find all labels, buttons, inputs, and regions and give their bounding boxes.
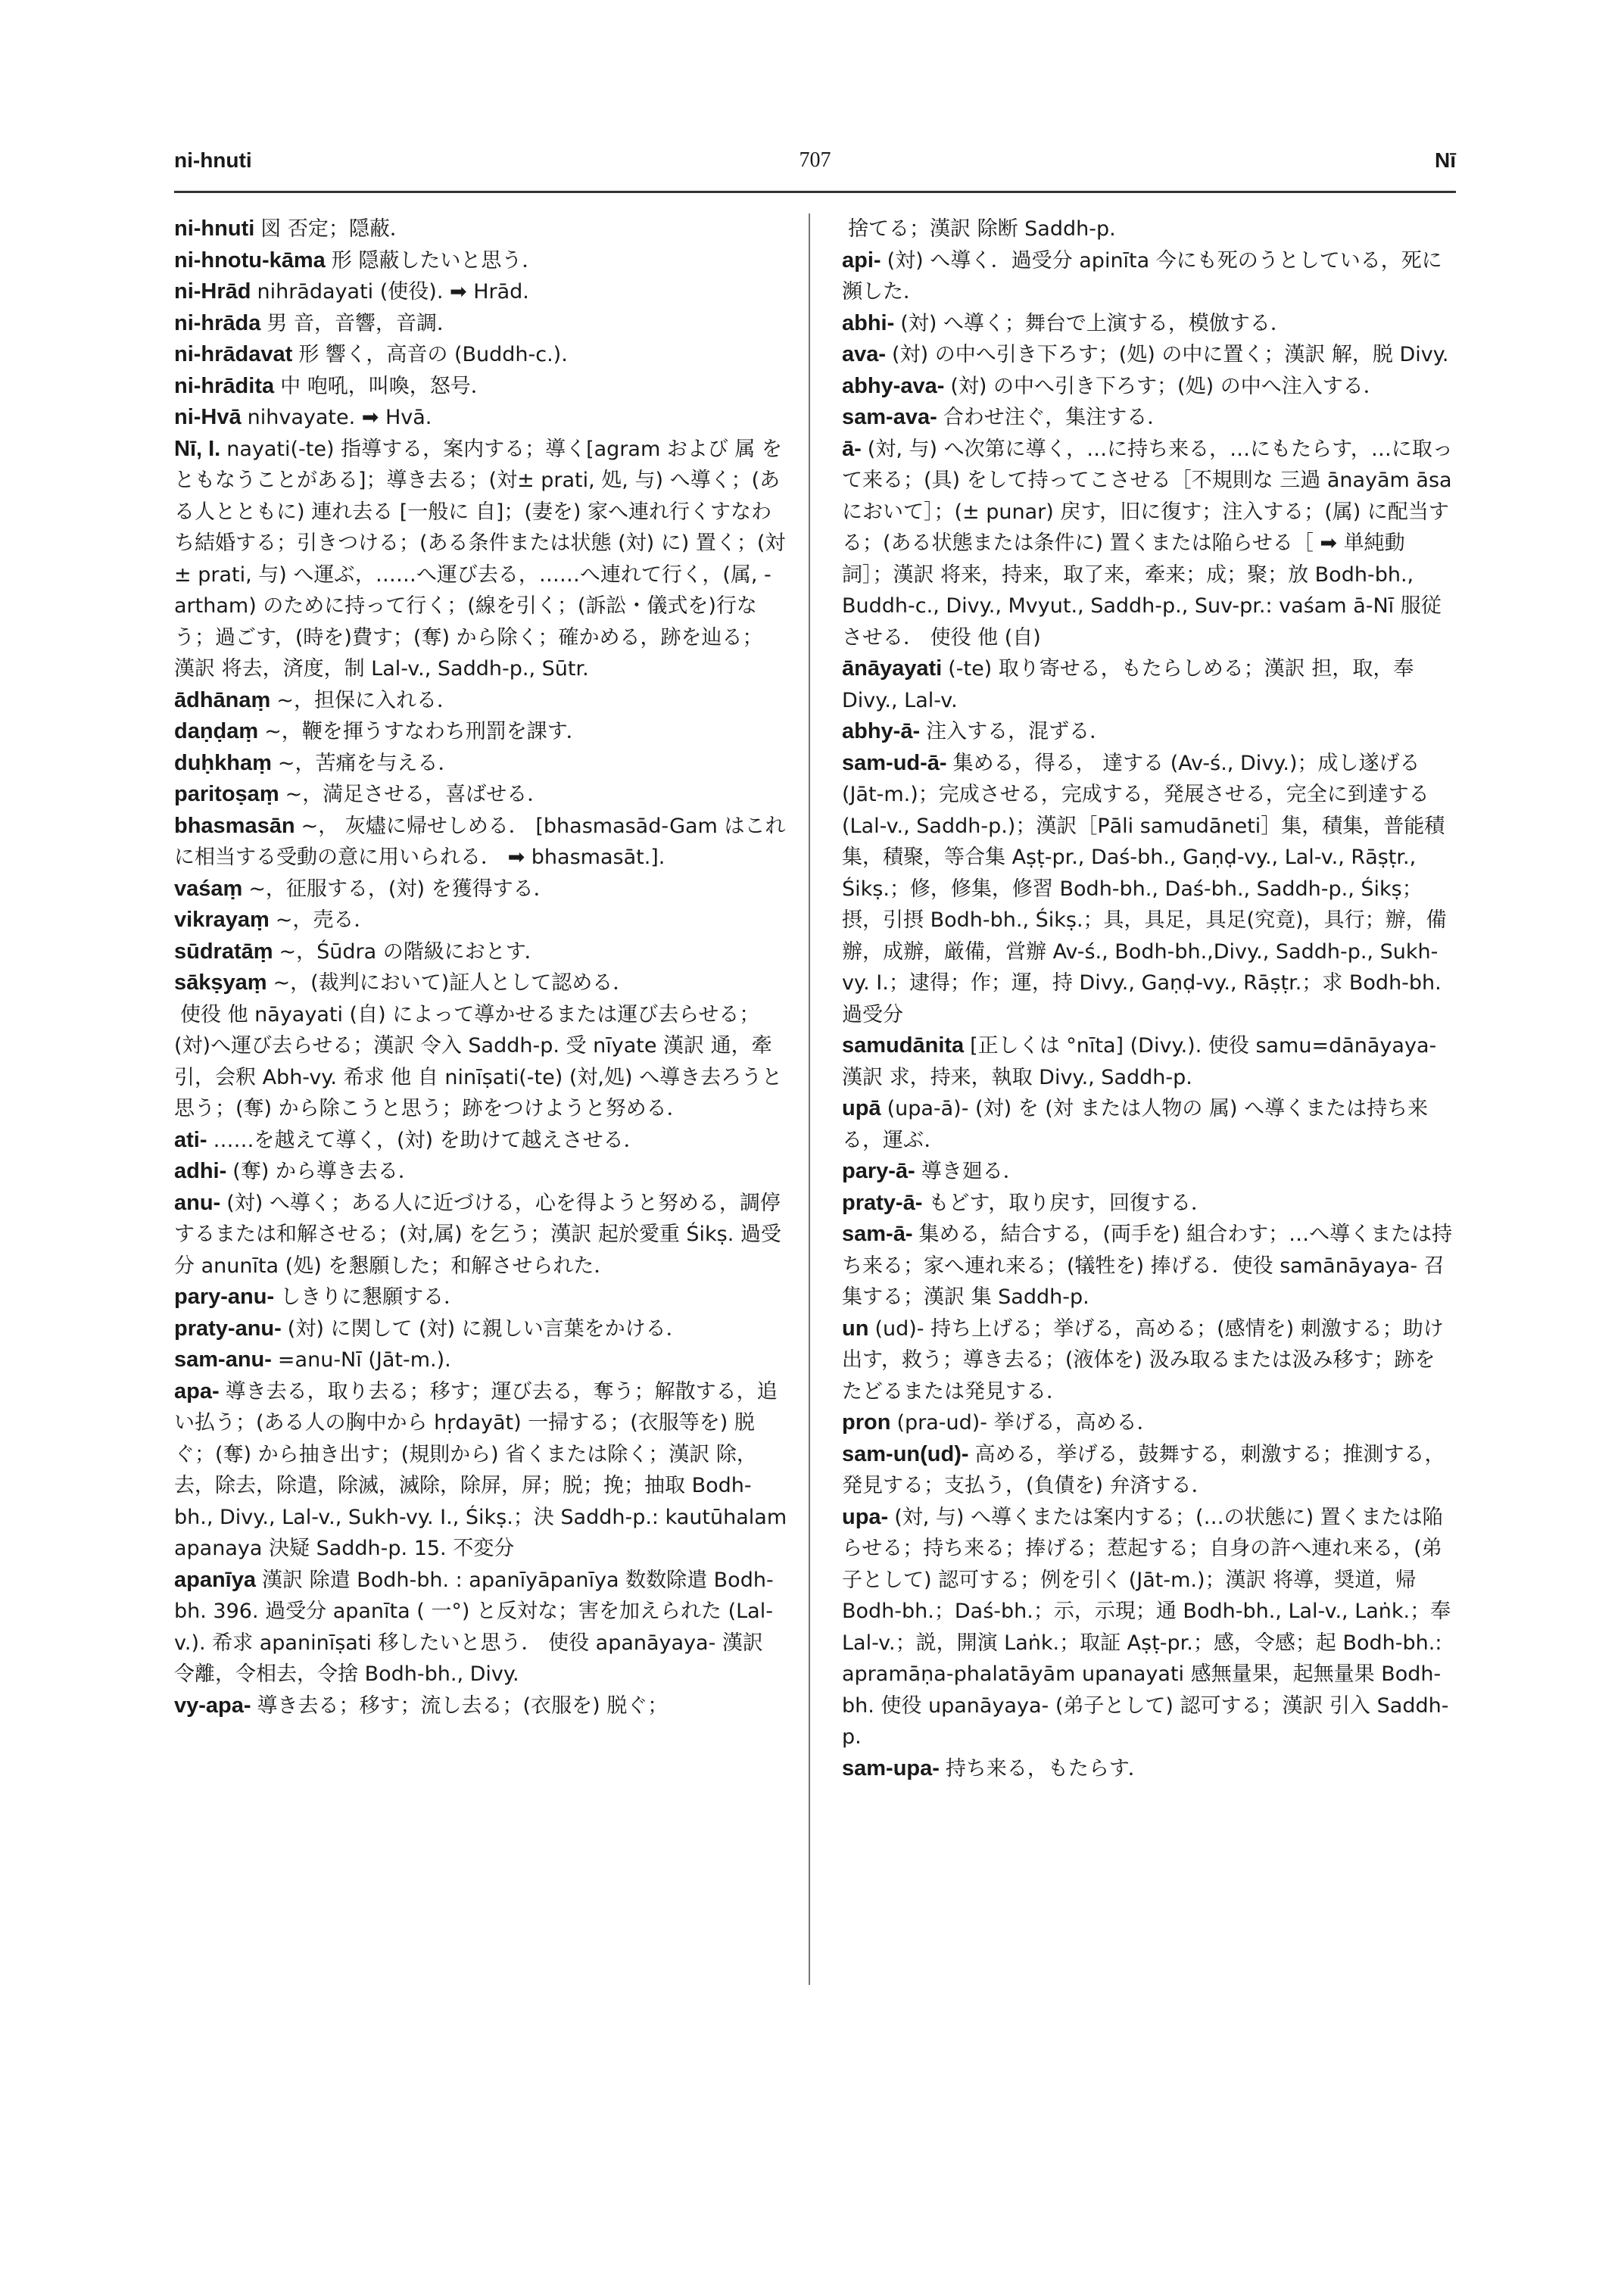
entry-definition: nihvayate. ➡ Hvā. — [247, 406, 432, 429]
dictionary-entry — [174, 1188, 787, 1282]
entry-definition: nayati(-te) 指導する，案内する；導く[agram および 属 をともなうことがある]；導き去る；(対± prati, 処, 与) へ導く；(ある人とともに) 連れ去る [一般に 自]；(妻を) 家へ連れ行くすなわち結婚する；引きつける；(ある条件または状態 (対) に) 置く；(対± prati, 与) へ運ぶ，……へ運び去る，……へ連れて行く，(属, -artham) のために持って行く；(線を引く；(訴訟・儀式を)行なう；過ごす，(時を)費す；(奪) から除く；確かめる，跡を辿る； 漢訳 将去，済度，制 Lal-v., Saddh-p., Sūtr. — [174, 437, 786, 681]
entry-definition: (対) へ導く；ある人に近づける，心を得ようと努める，調停するまたは和解させる；(対,属) を乞う；漢訳 起於愛重 Śikṣ. 過受分 anunīta (処) を懇願した；和解させられた． — [174, 1191, 781, 1278]
entry-headword: ā- — [842, 436, 862, 461]
entry-headword: sam-upa- — [842, 1756, 940, 1781]
dictionary-entry — [842, 308, 1455, 340]
entry-definition: (pra-ud)- 挙げる，高める． — [896, 1411, 1158, 1435]
entry-definition: (奪) から導き去る． — [232, 1160, 419, 1183]
dictionary-entry — [174, 967, 787, 999]
entry-definition: (upa-ā)- (対) を (対 または人物の 属) へ導くまたは持ち来る，運ぶ． — [842, 1097, 1429, 1152]
dictionary-entry — [174, 716, 787, 748]
dictionary-entry — [174, 905, 787, 936]
entry-headword: ni-hrādita — [174, 373, 275, 398]
header-rule — [174, 191, 1456, 193]
entry-definition: 導き去る，取り去る；移す；運び去る，奪う；解散する，追い払う；(ある人の胸中から hṛdayāt) 一掃する；(衣服等を) 脱ぐ；(奪) から抽き出す；(規則から) 省くまたは除く；漢訳 除，去，除去，除遣，除滅，滅除，除屏，屏；脱；挽；抽取 Bodh-bh., Divy., Lal-v., Sukh-vy. I., Śikṣ.；決 Saddh-p.: kautūhalam apanaya 決疑 Saddh-p. 15. 不変分 — [174, 1379, 787, 1560]
entry-headword: samudānita — [842, 1033, 965, 1058]
entry-definition: (対, 与) へ導くまたは案内する；(…の状態に) 置くまたは陥らせる；持ち来る；捧げる；惹起する；自身の許へ連れ来る，(弟子として) 認可する；例を引く (Jāt-m.)；漢訳 将導，奨道，帰 Bodh-bh.；Daś-bh.；示，示現；通 Bodh-bh., Lal-v., Laṅk.；奉 Lal-v.；説，開演 Laṅk.；取証 Aṣṭ-pr.；感，令感；起 Bodh-bh.: apramāṇa-phalatāyām upanayati 感無量果，起無量果 Bodh-bh. 使役 upanāyaya- (弟子として) 認可する；漢訳 引入 Saddh-p. — [842, 1505, 1451, 1749]
entry-definition: (対, 与) へ次第に導く，…に持ち来る，…にもたらす，…に取って来る；(具) をして持ってこさせる［不規則な 三過 ānayām āsaにおいて］；(± punar) 戻す，旧に復す；注入する；(属) に配当する；(ある状態または条件に) 置くまたは陥らせる［ ➡ 単純動詞］；漢訳 将来，持来，取了来，牽来；成；聚；放 Bodh-bh., Buddh-c., Divy., Mvyut., Saddh-p., Suv-pr.: vaśam ā-Nī 服従させる． 使役 他 (自) — [842, 437, 1453, 650]
entry-definition: もどす，取り戻す，回復する． — [928, 1191, 1212, 1215]
dictionary-entry — [174, 245, 787, 277]
entry-headword: sam-anu- — [174, 1347, 272, 1372]
entry-headword: sam-un(ud)- — [842, 1441, 969, 1466]
dictionary-entry — [174, 1690, 787, 1722]
entry-definition: 形 響く，高音の (Buddh-c.). — [298, 343, 568, 366]
entry-headword: ni-hnuti — [174, 217, 255, 241]
dictionary-entry — [174, 213, 787, 245]
dictionary-entry — [174, 874, 787, 905]
entry-definition: 男 音，音響，音調． — [267, 311, 457, 335]
entry-headword: abhi- — [842, 310, 895, 335]
entry-definition: 図 否定；隠蔽． — [260, 217, 410, 241]
entry-headword: apa- — [174, 1379, 220, 1404]
dictionary-entry — [842, 1093, 1455, 1156]
entry-definition: (対) に関して (対) に親しい言葉をかける． — [287, 1316, 687, 1341]
entry-definition: ~，征服する，(対) を獲得する． — [248, 877, 554, 901]
dictionary-entry — [174, 1156, 787, 1188]
entry-headword: abhy-ava- — [842, 373, 945, 398]
dictionary-entry — [174, 1282, 787, 1313]
entry-definition: ~，苦痛を与える． — [277, 751, 459, 775]
entry-definition: (対) の中へ引き下ろす；(処) の中へ注入する． — [950, 374, 1384, 398]
entry-definition: (-te) 取り寄せる，もたらしめる；漢訳 担，取，奉 Divy., Lal-v. — [842, 657, 1414, 712]
entry-definition: 使役 他 nāyayati (自) によって導かせるまたは運び去らせる；(対)へ運び去らせる；漢訳 令入 Saddh-p. 受 nīyate 漢訳 通，牽引，会釈 Abh-vy. 希求 他 自 ninīṣati(-te) (対,処) へ導き去ろうと思う；(奪) から除こうと思う；跡をつけようと努める． — [174, 1002, 783, 1120]
dictionary-entry — [174, 779, 787, 811]
entry-headword: pron — [842, 1410, 891, 1435]
dictionary-entry — [174, 339, 787, 371]
entry-definition: (対) へ導く；舞台で上演する，模倣する． — [900, 311, 1291, 335]
running-head — [174, 148, 1456, 186]
dictionary-entry — [842, 1219, 1455, 1313]
entry-headword: Nī, I. — [174, 436, 221, 461]
dictionary-entry — [842, 434, 1455, 654]
dictionary-entry — [842, 339, 1455, 371]
entry-headword: un — [842, 1316, 869, 1341]
entry-headword: sam-ā- — [842, 1222, 913, 1246]
entry-headword: ni-Hvā — [174, 405, 242, 429]
dictionary-entry — [174, 685, 787, 717]
entry-definition: ~，Śūdra の階級におとす． — [279, 939, 545, 964]
dictionary-entry — [174, 402, 787, 434]
right-column — [842, 213, 1455, 1784]
entry-headword: api- — [842, 248, 881, 273]
entry-headword: anu- — [174, 1190, 221, 1215]
entry-headword: vaśaṃ — [174, 876, 243, 901]
entry-definition: 注入する，混ずる． — [926, 720, 1111, 743]
entry-definition: 導き去る；移す；流し去る；(衣服を) 脱ぐ； — [257, 1693, 669, 1718]
dictionary-entry — [842, 748, 1455, 1031]
dictionary-entry — [842, 1313, 1455, 1408]
entry-headword: pary-anu- — [174, 1285, 275, 1309]
column-divider — [809, 213, 810, 1985]
dictionary-entry — [842, 1030, 1455, 1093]
dictionary-entry — [174, 276, 787, 308]
entry-headword: ni-hrādavat — [174, 342, 293, 366]
dictionary-entry — [842, 1502, 1455, 1753]
dictionary-entry — [174, 1376, 787, 1565]
entry-definition: 集める，得る， 達する (Av-ś., Divy.)；成し遂げる (Jāt-m.)；完成させる，完成する，発展させる，完全に到達する (Lal-v., Saddh-p.)；漢訳［Pāli samudāneti］集，積集，普能積集，積聚，等合集 Aṣṭ-pr., Daś-bh., Gaṇḍ-vy., Lal-v., Rāṣṭr., Śikṣ.；修，修集，修習 Bodh-bh., Daś-bh., Saddh-p., Śikṣ；摂，引摂 Bodh-bh., Śikṣ.；具，具足，具足(究竟)，具行；辦，備辦，成辦，厳備，営辦 Av-ś., Bodh-bh.,Divy., Saddh-p., Sukh-vy. I.；逮得；作；運，持 Divy., Gaṇḍ-vy., Rāṣṭr.；求 Bodh-bh. 過受分 — [842, 751, 1447, 1027]
entry-definition: (対) へ導く．過受分 apinīta 今にも死のうとしている，死に瀕した． — [842, 248, 1442, 304]
entry-headword: praty-anu- — [174, 1316, 282, 1341]
entry-definition: ~，(裁判において)証人として認める． — [273, 971, 634, 995]
entry-definition: (ud)- 持ち上げる；挙げる，高める；(感情を) 刺激する；助け出す，救う；導き去る；(液体を) 汲み取るまたは汲み移す；跡をたどるまたは発見する． — [842, 1316, 1444, 1404]
entry-definition: nihrādayati (使役). ➡ Hrād. — [257, 280, 529, 304]
entry-definition: 合わせ注ぐ，集注する． — [943, 406, 1168, 429]
running-head-left: ni-hnuti — [174, 148, 252, 172]
dictionary-entry — [174, 748, 787, 780]
entry-definition: ~，売る． — [275, 908, 375, 932]
entry-headword: sam-ava- — [842, 405, 937, 429]
entry-definition: (対) の中へ引き下ろす；(処) の中に置く；漢訳 解，脱 Divy. — [892, 343, 1449, 366]
entry-headword: daṇḍaṃ — [174, 719, 259, 743]
dictionary-entry — [842, 1156, 1455, 1188]
dictionary-entry — [842, 653, 1455, 716]
entry-headword: sam-ud-ā- — [842, 750, 947, 775]
dictionary-entry — [174, 308, 787, 340]
entry-definition: 漢訳 除遣 Bodh-bh. : apanīyāpanīya 数数除遣 Bodh-bh. 396. 過受分 apanīta ( 一°) と反対な；害を加えられた (Lal-v.). 希求 apaninīṣati 移したいと思う． 使役 apanāyaya- 漢訳 令離，令相去，令捨 Bodh-bh., Divy. — [174, 1568, 774, 1686]
entry-headword: adhi- — [174, 1159, 227, 1183]
entry-headword: ava- — [842, 342, 887, 366]
entry-definition: ……を越えて導く，(対) を助けて越えさせる． — [213, 1128, 644, 1152]
dictionary-entry — [174, 1344, 787, 1376]
entry-headword: ni-Hrād — [174, 279, 251, 304]
entry-definition: 持ち来る，もたらす． — [945, 1756, 1149, 1781]
entry-definition: ~，鞭を揮うすなわち刑罰を課す． — [264, 720, 587, 743]
entry-definition: 導き廻る． — [921, 1160, 1024, 1183]
dictionary-entry — [174, 936, 787, 968]
dictionary-entry — [842, 371, 1455, 403]
entry-headword: ādhānaṃ — [174, 687, 271, 712]
dictionary-entry — [174, 1313, 787, 1345]
dictionary-entry — [842, 402, 1455, 434]
dictionary-entry — [842, 716, 1455, 748]
page-number: 707 — [799, 148, 831, 172]
entry-definition: =anu-Nī (Jāt-m.). — [277, 1348, 451, 1372]
entry-headword: praty-ā- — [842, 1190, 923, 1215]
entry-headword: paritoṣaṃ — [174, 782, 279, 806]
dictionary-entry — [174, 1125, 787, 1157]
dictionary-entry — [842, 1188, 1455, 1220]
entry-definition: しきりに懇願する． — [280, 1285, 465, 1309]
entry-definition: 集める，結合する，(両手を) 組合わす；…へ導くまたは持ち来る；家へ連れ来る；(犠牲を) 捧げる．使役 samānāyaya- 召集する；漢訳 集 Saddh-p. — [842, 1223, 1453, 1309]
entry-definition: ~，担保に入れる． — [276, 688, 457, 712]
entry-definition: ~， 灰燼に帰せしめる． [bhasmasād-Gam はこれに相当する受動の意に用いられる． ➡ bhasmasāt.]. — [174, 814, 786, 869]
dictionary-entry — [842, 213, 1455, 245]
entry-headword: upā — [842, 1096, 881, 1120]
entry-headword: vy-apa- — [174, 1693, 251, 1718]
left-column — [174, 213, 787, 1721]
dictionary-entry — [174, 371, 787, 403]
dictionary-entry — [842, 1753, 1455, 1785]
entry-headword: sūdratāṃ — [174, 939, 273, 964]
entry-headword: ati- — [174, 1127, 207, 1152]
running-head-right: Nī — [1435, 148, 1456, 172]
entry-headword: ni-hrāda — [174, 310, 261, 335]
entry-headword: abhy-ā- — [842, 719, 921, 743]
entry-definition: 高める，挙げる，鼓舞する，刺激する；推測する，発見する；支払う，(負債を) 弁済する． — [842, 1442, 1445, 1497]
entry-headword: pary-ā- — [842, 1159, 915, 1183]
entry-definition: [正しくは °nīta] (Divy.). 使役 samu=dānāyaya- 漢訳 求，持来，執取 Divy., Saddh-p. — [842, 1034, 1437, 1089]
entry-definition: ~，満足させる，喜ばせる． — [285, 783, 548, 806]
dictionary-entry — [174, 999, 787, 1125]
dictionary-entry — [842, 1407, 1455, 1439]
dictionary-entry — [842, 1439, 1455, 1502]
entry-definition: 中 咆吼，叫喚，怒号． — [280, 374, 491, 398]
entry-headword: bhasmasān — [174, 813, 295, 838]
entry-headword: apanīya — [174, 1567, 256, 1592]
entry-definition: 捨てる；漢訳 除断 Saddh-p. — [848, 217, 1116, 241]
entry-headword: vikrayaṃ — [174, 908, 270, 932]
entry-headword: duḥkhaṃ — [174, 750, 272, 775]
entry-definition: 形 隠蔽したいと思う． — [331, 248, 543, 273]
dictionary-entry — [174, 811, 787, 874]
entry-headword: sākṣyaṃ — [174, 970, 267, 995]
dictionary-entry — [174, 1565, 787, 1690]
entry-headword: upa- — [842, 1504, 889, 1529]
dictionary-entry — [842, 245, 1455, 308]
entry-headword: ni-hnotu-kāma — [174, 248, 326, 273]
entry-headword: ānāyayati — [842, 656, 943, 681]
dictionary-entry — [174, 434, 787, 685]
